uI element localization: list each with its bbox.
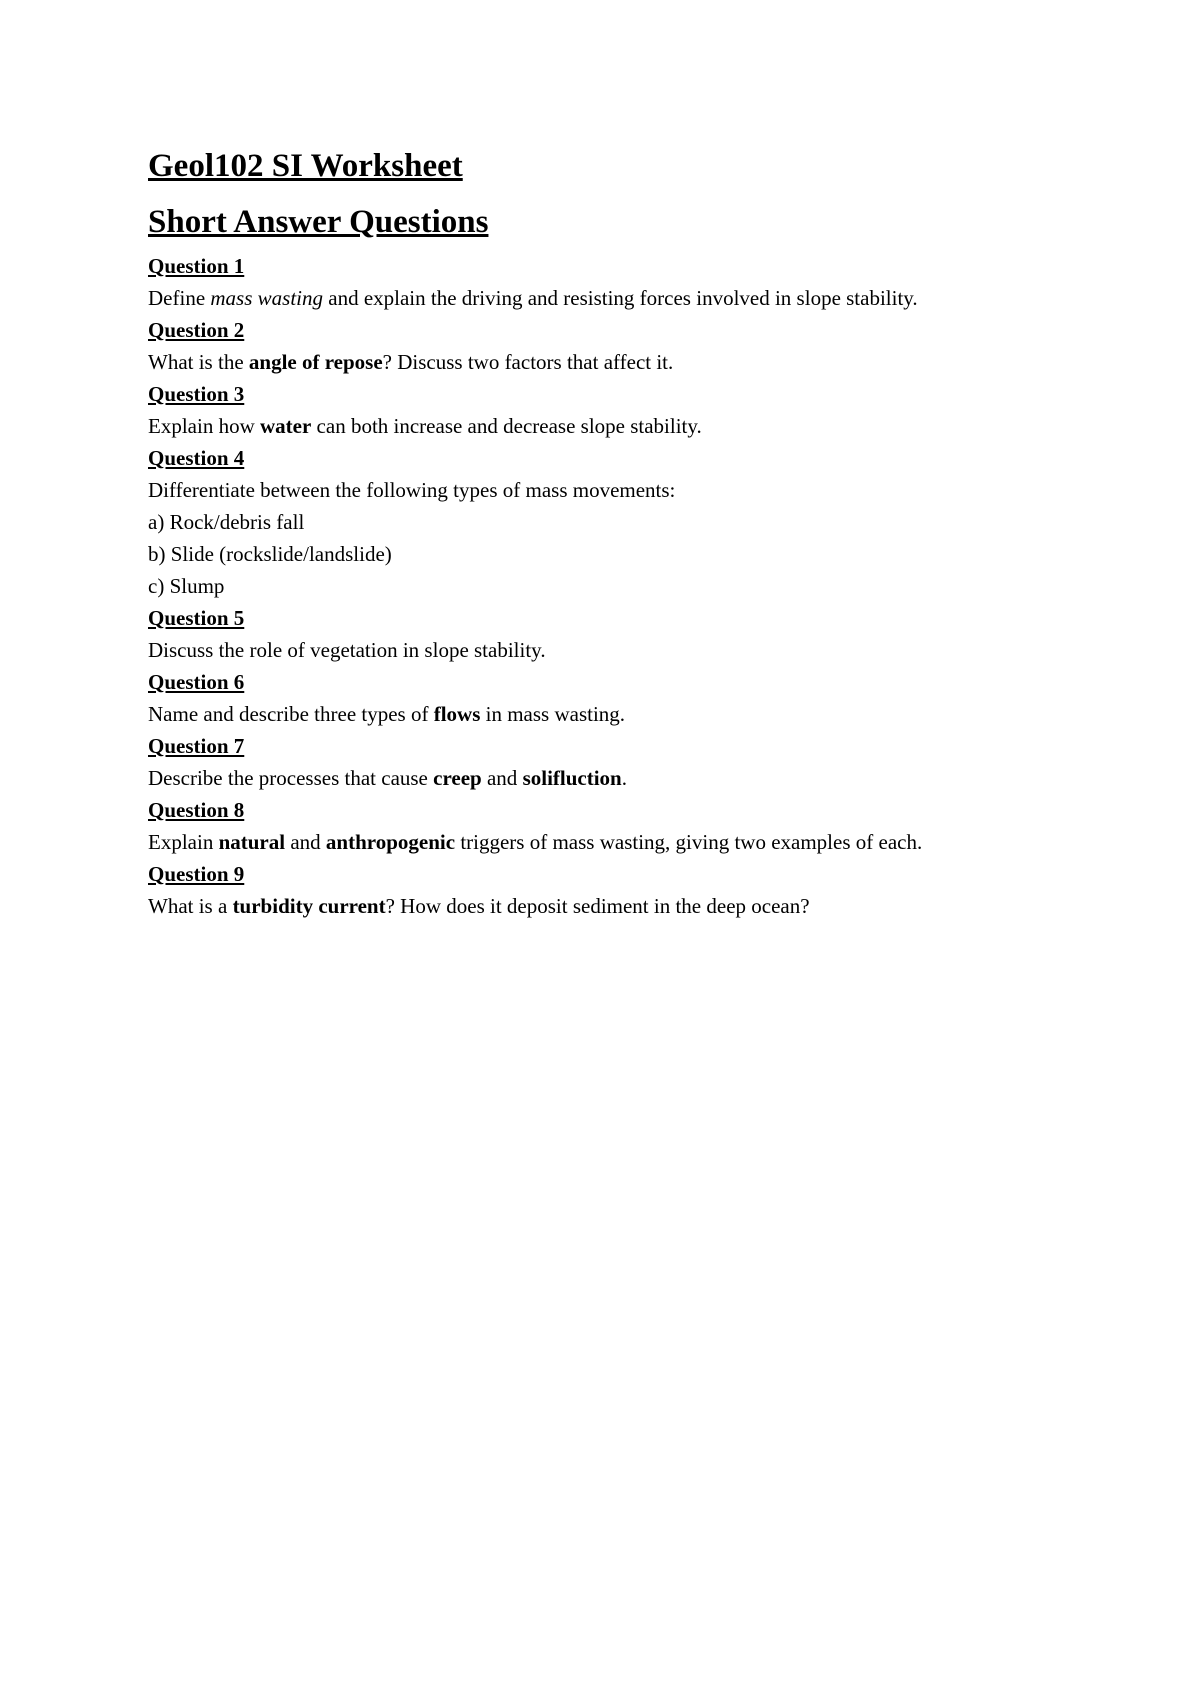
question-term-bold: flows	[433, 702, 481, 726]
worksheet-title: Geol102 SI Worksheet	[148, 148, 463, 184]
question-option: c) Slump	[148, 574, 225, 598]
question-text-segment: and explain the driving and resisting forces involved in slope stability.	[323, 286, 918, 310]
question-heading: Question 3	[148, 382, 245, 406]
question-option: a) Rock/debris fall	[148, 510, 305, 534]
question-text-segment: Name and describe three types of	[148, 702, 434, 726]
question-text-segment: and	[285, 830, 326, 854]
question-4	[148, 442, 1108, 602]
question-heading: Question 1	[148, 254, 245, 278]
question-text-segment: triggers of mass wasting, giving two examples of each.	[455, 830, 923, 854]
question-text	[148, 698, 1108, 730]
question-text	[148, 410, 1108, 442]
question-term-italic: mass wasting	[210, 286, 323, 310]
question-7	[148, 730, 1108, 794]
question-text	[148, 474, 1108, 506]
question-3	[148, 378, 1108, 442]
question-heading: Question 7	[148, 734, 245, 758]
question-term-bold: creep	[433, 766, 482, 790]
question-text-segment: and	[481, 766, 523, 790]
question-1	[148, 250, 1108, 314]
section-title: Short Answer Questions	[148, 204, 489, 240]
question-text-segment: Define	[148, 286, 211, 310]
question-text-segment: .	[621, 766, 627, 790]
question-option: b) Slide (rockslide/landslide)	[148, 542, 392, 566]
question-text-segment: Differentiate between the following types of mass movements:	[148, 478, 676, 502]
question-text-segment: What is a	[148, 894, 233, 918]
question-text	[148, 634, 1108, 666]
question-heading: Question 6	[148, 670, 245, 694]
question-term-bold: anthropogenic	[325, 830, 456, 854]
question-text	[148, 890, 1108, 922]
question-text-segment: ? How does it deposit sediment in the deep ocean?	[385, 894, 810, 918]
question-heading: Question 5	[148, 606, 245, 630]
question-5	[148, 602, 1108, 666]
question-term-bold: water	[259, 414, 312, 438]
question-text-segment: Explain how	[148, 414, 260, 438]
question-text-segment: What is the	[148, 350, 249, 374]
question-text-segment: in mass wasting.	[480, 702, 626, 726]
question-term-bold: natural	[218, 830, 286, 854]
question-2	[148, 314, 1108, 378]
question-heading: Question 8	[148, 798, 245, 822]
question-term-bold: turbidity current	[232, 894, 386, 918]
question-text-segment: Describe the processes that cause	[148, 766, 434, 790]
worksheet-page	[148, 138, 1108, 922]
question-text-segment: ? Discuss two factors that affect it.	[382, 350, 674, 374]
question-term-bold: angle of repose	[248, 350, 383, 374]
question-text-segment: Discuss the role of vegetation in slope stability.	[148, 638, 546, 662]
question-text	[148, 762, 1108, 794]
question-text	[148, 282, 1108, 314]
question-9	[148, 858, 1108, 922]
question-term-bold: solifluction	[522, 766, 622, 790]
question-text	[148, 826, 1108, 858]
question-text-segment: Explain	[148, 830, 219, 854]
question-heading: Question 9	[148, 862, 245, 886]
question-8	[148, 794, 1108, 858]
question-heading: Question 2	[148, 318, 245, 342]
question-list	[148, 250, 1108, 922]
question-6	[148, 666, 1108, 730]
question-text-segment: can both increase and decrease slope stability.	[311, 414, 702, 438]
question-heading: Question 4	[148, 446, 245, 470]
question-text	[148, 346, 1108, 378]
